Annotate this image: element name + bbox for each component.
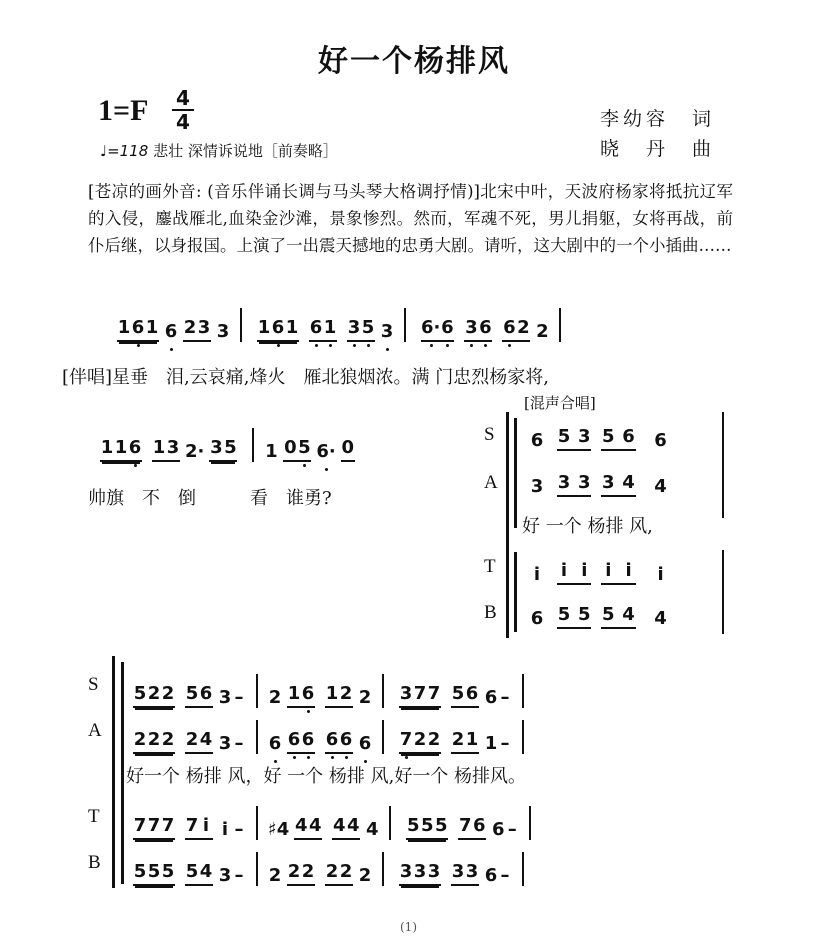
note-group: 6· 6 [421, 317, 454, 342]
page-number: (1) [400, 920, 417, 934]
voice-label-b: B [484, 602, 497, 623]
note: 1 [265, 441, 278, 462]
barline [559, 308, 561, 342]
lyrics-line-1: [伴唱]星垂 泪,云哀痛,烽火 雁北狼烟浓。满 门忠烈杨家将, [62, 367, 549, 388]
note-group: 6 1 [309, 317, 337, 342]
key-signature: 1=F [98, 94, 149, 127]
note: 2· [185, 441, 205, 462]
voice-label-b: B [88, 852, 101, 873]
note: 6 [164, 321, 178, 342]
note: 6· [316, 441, 336, 462]
soprano-line-2: 5 2 2 5 6 3 – 2 1 6 1 2 2 3 7 7 5 6 6 – [128, 674, 534, 708]
note-group: 0 5 [283, 437, 311, 462]
time-signature [172, 88, 194, 132]
barline [240, 308, 242, 342]
chorus-label: [混声合唱] [524, 394, 596, 412]
lyrics-line-2: 帅旗 不 倒 看 谁勇? [88, 488, 332, 509]
barline [722, 550, 724, 634]
lyricist-credit: 李幼容 词 [600, 108, 716, 130]
note-group: 0 [341, 437, 355, 462]
soprano-line-1: 6 5 3 5 6 6 [530, 426, 667, 451]
system-brace [506, 412, 509, 638]
time-sig-bottom: 4 [176, 110, 190, 134]
barline [404, 308, 406, 342]
chorus-lyrics-1: 好 一个 杨排 风, [522, 516, 653, 537]
voice-label-t: T [88, 806, 100, 827]
voice-label-s: S [484, 424, 495, 445]
voice-label-t: T [484, 556, 496, 577]
voice-label-s: S [88, 674, 99, 695]
note-group: 3 6 [464, 317, 492, 342]
note: 3 [380, 321, 394, 342]
note-group: 6 2 [502, 317, 530, 342]
alto-line-1: 3 3 3 3 4 4 [530, 472, 667, 497]
voice-label-a: A [484, 472, 498, 493]
bass-line-1: 6 5 5 5 4 4 [530, 604, 667, 629]
tb-bracket [514, 552, 517, 632]
alto-line-2: 2 2 2 2 4 3 – 6 6 6 6 6 6 7 2 2 2 1 1 – [128, 720, 534, 754]
tenor-line-1: i i i i i i [533, 560, 664, 585]
system-bracket [121, 662, 124, 884]
tempo-value: ♩=118 [100, 142, 149, 160]
note-group: 1 1 6 [100, 437, 142, 462]
note-group: 1 3 [152, 437, 180, 462]
bass-line-2: 5 5 5 5 4 3 – 2 2 2 2 2 2 3 3 3 3 3 6 – [128, 852, 534, 886]
note-group: 2 3 [183, 317, 211, 342]
voice-label-a: A [88, 720, 102, 741]
composer-credit: 晓 丹 曲 [600, 138, 716, 160]
note-group: 3 5 [347, 317, 375, 342]
narration-text: [苍凉的画外音: (音乐伴诵长调与马头琴大格调抒情)]北宋中叶，天波府杨家将抵抗辽军的入侵，鏖战雁北,血染金沙滩，景象惨烈。然而，军魂不死，男儿捐躯，女将再战，前仆后继，以身报国。上演了一出震天撼地的忠勇大剧。请听，这大剧中的一个小插曲…… [88, 182, 733, 255]
note: 2 [536, 321, 549, 342]
tenor-line-2: 7 7 7 7 i i – ♯4 4 4 4 4 4 5 5 5 7 6 6 – [128, 806, 541, 840]
song-title: 好一个杨排风 [318, 44, 510, 79]
system-brace [112, 656, 115, 888]
note-group: 1 6 1 [257, 317, 299, 342]
expression-text: 悲壮 深情诉说地［前奏略］ [153, 142, 338, 160]
melody-system-1: 1 6 1 6 2 3 3 1 6 1 6 1 3 5 3 6· 6 3 6 6 2 2 [112, 308, 571, 342]
barline [722, 412, 724, 518]
melody-system-2 [95, 428, 360, 462]
time-sig-top: 4 [176, 86, 190, 110]
chorus-lyrics-2: 好一个 杨排 风，好 一个 杨排 风,好一个 杨排风。 [126, 766, 527, 787]
sa-bracket [514, 418, 517, 528]
tempo-marking [100, 140, 338, 161]
barline [252, 428, 254, 462]
note-group: 3 5 [209, 437, 237, 462]
note-group: 1 6 1 [117, 317, 159, 342]
